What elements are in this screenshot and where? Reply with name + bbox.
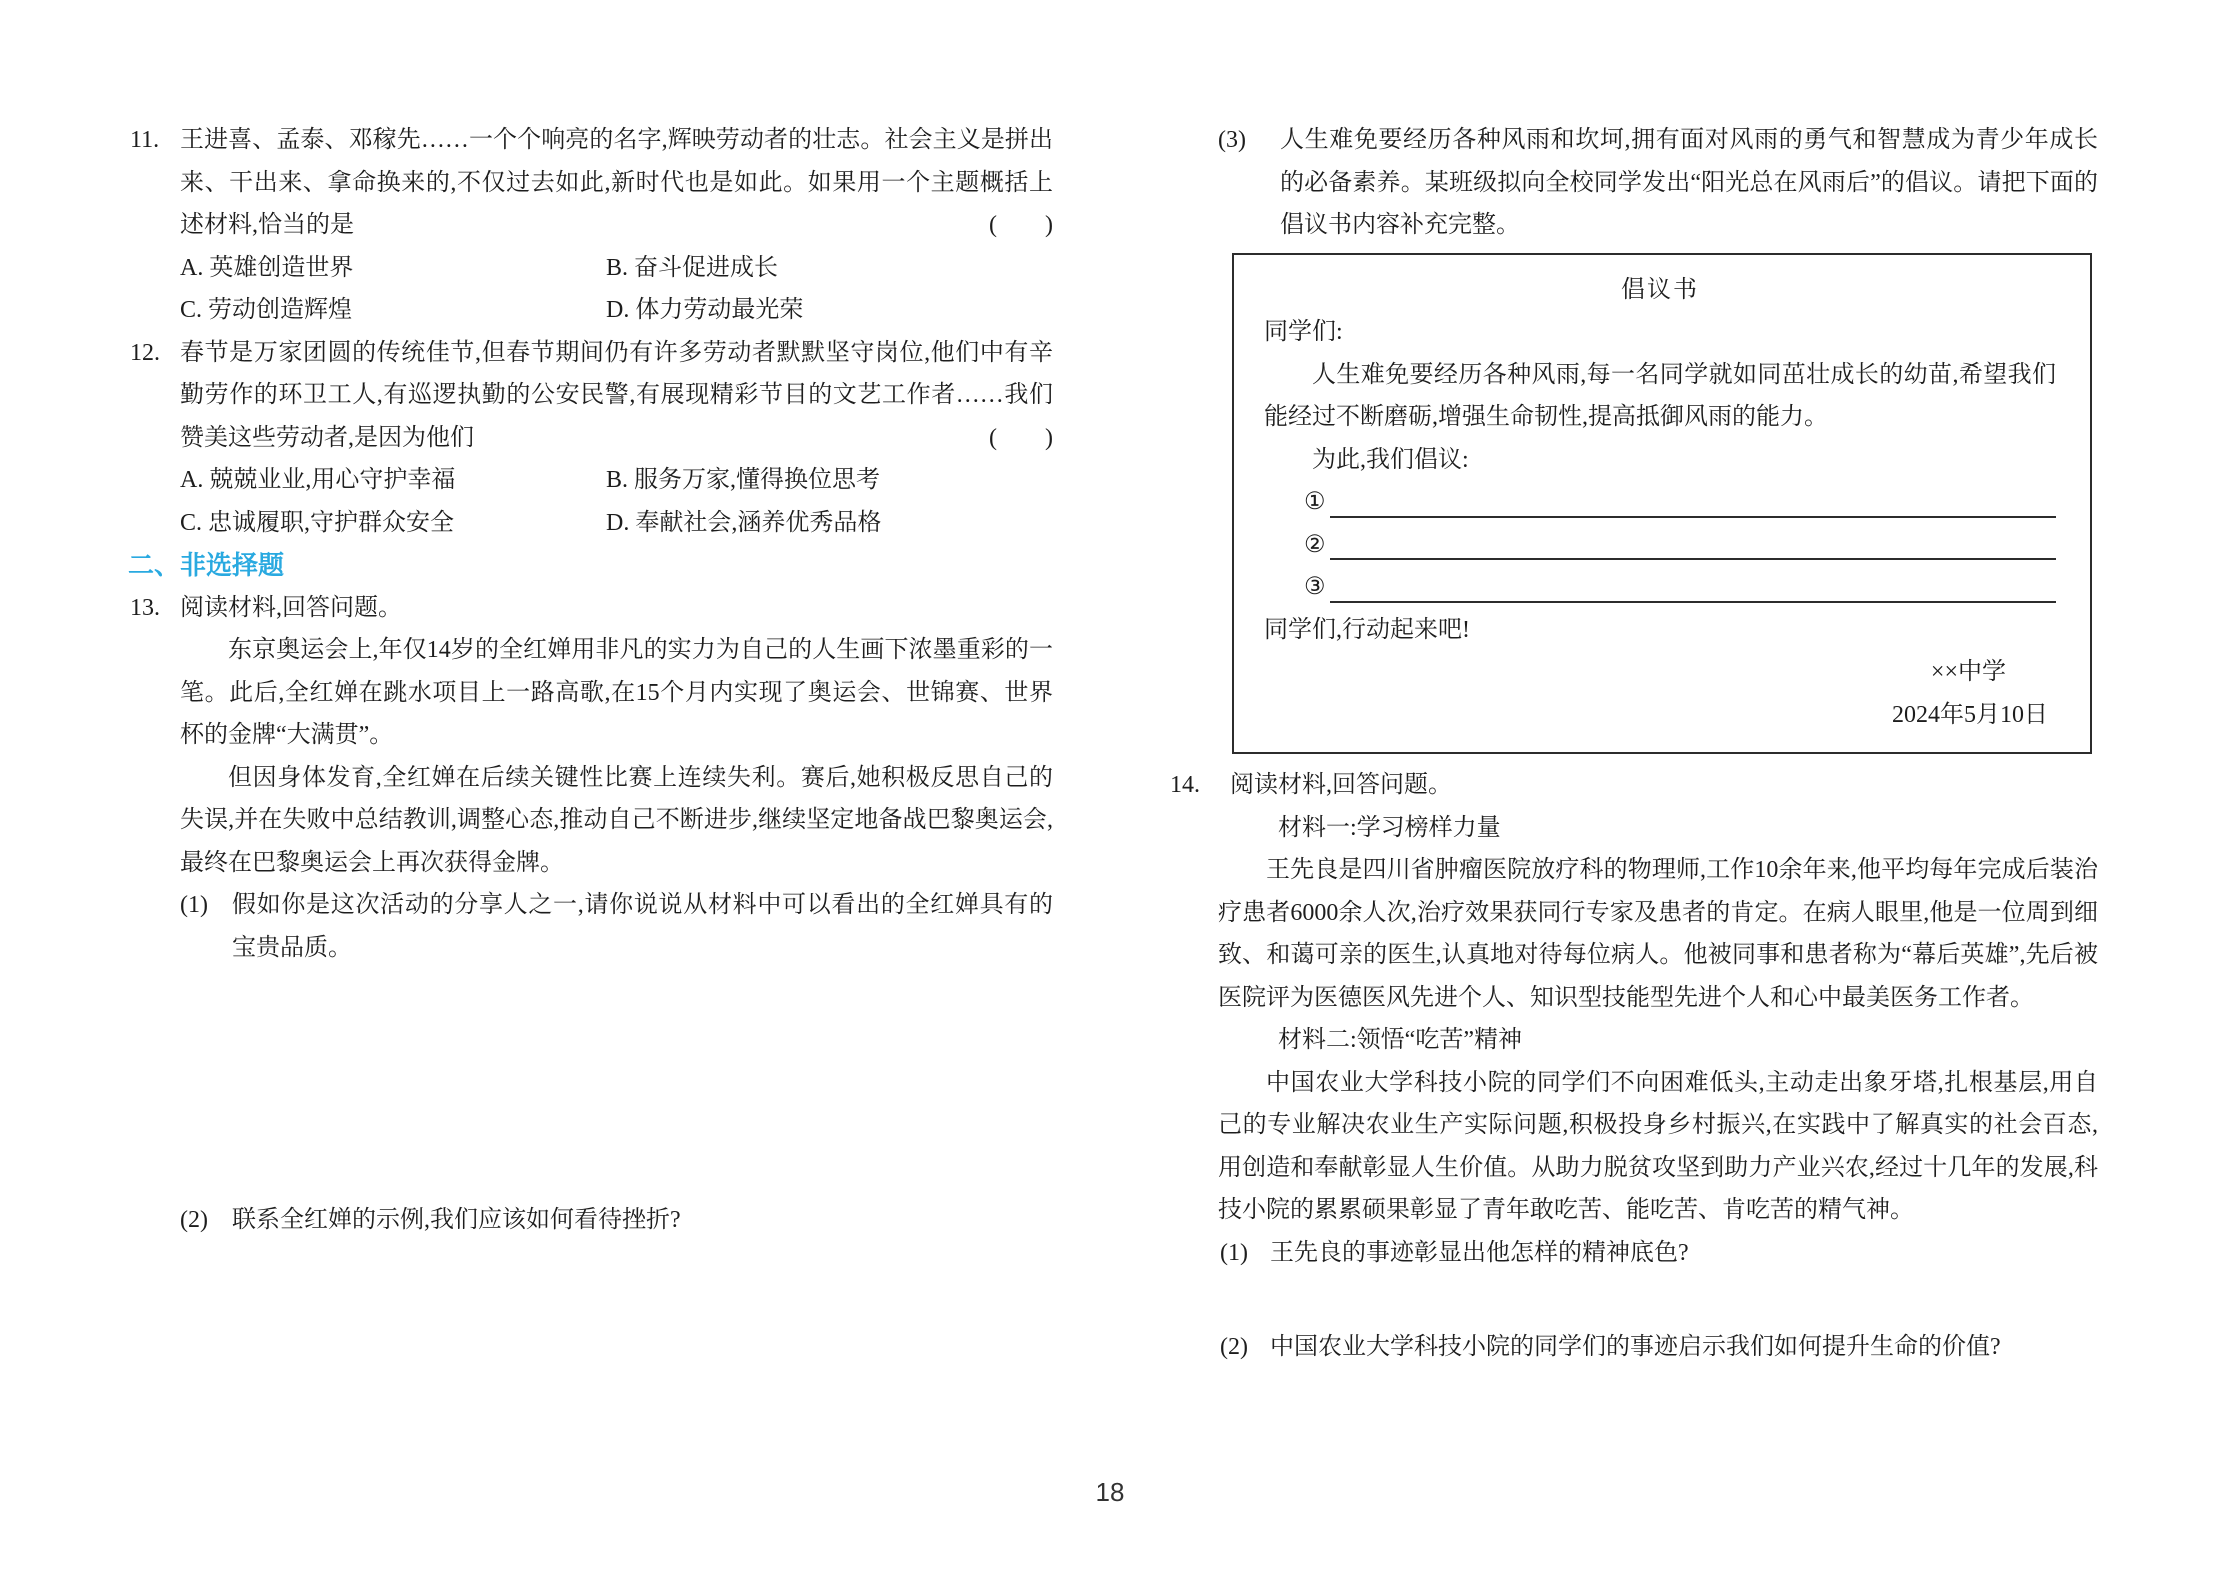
subquestion-2-number: (2) (1220, 1334, 1248, 1360)
answer-line-1 (1330, 516, 2056, 518)
question-13-material-paragraph-1: 东京奥运会上,年仅14岁的全红婵用非凡的实力为自己的人生画下浓墨重彩的一笔。此后,全红婵在跳水项目上一路高歌,在15个月内实现了奥运会、世锦赛、世界杯的金牌“大满贯”。 (180, 637, 1053, 748)
proposal-signer: ××中学 (1930, 659, 2006, 685)
proposal-blank-3 (1264, 566, 2056, 609)
question-12-option-d: D. 奉献社会,涵养优秀品格 (606, 509, 882, 536)
question-14-subquestion-1 (1220, 1232, 2098, 1275)
material-2-heading: 材料二:领悟“吃苦”精神 (1278, 1027, 1522, 1053)
proposal-closing: 同学们,行动起来吧! (1264, 616, 1470, 643)
proposal-salutation: 同学们: (1264, 319, 1343, 345)
question-14-subquestion-2 (1220, 1326, 2098, 1369)
question-13-number: 13. (130, 594, 160, 621)
question-13-subquestion-2 (180, 1199, 1053, 1242)
question-13-material-paragraph-2: 但因身体发育,全红婵在后续关键性比赛上连续失利。赛后,她积极反思自己的失误,并在失败中总结教训,调整心态,推动自己不断进步,继续坚定地备战巴黎奥运会,最终在巴黎奥运会上再次获得金牌。 (180, 764, 1053, 876)
question-13-subquestion-1 (180, 884, 1053, 969)
question-11-option-b: B. 奋斗促进成长 (606, 254, 779, 281)
proposal-blank-1 (1264, 481, 2056, 524)
circled-number-2: ② (1304, 531, 1326, 558)
answer-bracket-11: ( ) (989, 212, 1053, 238)
proposal-lead: 为此,我们倡议: (1312, 446, 1469, 473)
question-13-subquestion-3 (1218, 119, 2098, 247)
circled-number-1: ① (1304, 489, 1326, 515)
answer-bracket-12: ( ) (989, 424, 1053, 451)
right-column (1168, 0, 2098, 1369)
left-column (128, 0, 1053, 1242)
question-12-option-b: B. 服务万家,懂得换位思考 (606, 467, 881, 493)
proposal-letter-box (1232, 253, 2092, 755)
question-11 (128, 119, 1053, 332)
subquestion-3-number: (3) (1218, 127, 1246, 153)
question-11-option-a: A. 英雄创造世界 (180, 254, 354, 281)
material-1-heading: 材料一:学习榜样力量 (1278, 814, 1501, 841)
subquestion-1-number: (1) (1220, 1239, 1248, 1266)
proposal-blank-2 (1264, 524, 2056, 567)
question-12 (128, 332, 1053, 545)
material-2-paragraph: 中国农业大学科技小院的同学们不向困难低头,主动走出象牙塔,扎根基层,用自己的专业解决农业生产实际问题,积极投身乡村振兴,在实践中了解真实的社会百态,用创造和奉献彰显人生价值。从助力脱贫攻坚到助力产业兴农,经过十几年的发展,科技小院的累累硕果彰显了青年敢吃苦、能吃苦、肯吃苦的精气神。 (1218, 1069, 2098, 1223)
proposal-body: 人生难免要经历各种风雨,每一名同学就如同茁壮成长的幼苗,希望我们能经过不断磨砺,增强生命韧性,提高抵御风雨的能力。 (1264, 361, 2056, 430)
question-14-intro: 阅读材料,回答问题。 (1230, 772, 1452, 798)
question-11-stem (180, 119, 1053, 247)
material-1-paragraph: 王先良是四川省肿瘤医院放疗科的物理师,工作10余年来,他平均每年完成后装治疗患者6000余人次,治疗效果获同行专家及患者的肯定。在病人眼里,他是一位周到细致、和蔼可亲的医生,认真地对待每位病人。他被同事和患者称为“幕后英雄”,先后被医院评为医德医风先进个人、知识型技能型先进个人和心中最美医务工作者。 (1218, 857, 2098, 1011)
question-12-stem (180, 332, 1053, 460)
circled-number-3: ③ (1304, 574, 1326, 600)
page-number: 18 (1095, 1477, 1125, 1507)
question-12-text: 春节是万家团圆的传统佳节,但春节期间仍有许多劳动者默默坚守岗位,他们中有辛勤劳作的环卫工人,有巡逻执勤的公安民警,有展现精彩节目的文艺工作者……我们赞美这些劳动者,是因为他们 (180, 339, 1053, 451)
question-13 (128, 587, 1053, 1242)
question-12-number: 12. (130, 339, 160, 366)
subquestion-3-text: 人生难免要经历各种风雨和坎坷,拥有面对风雨的勇气和智慧成为青少年成长的必备素养。某班级拟向全校同学发出“阳光总在风雨后”的倡议。请把下面的倡议书内容补充完整。 (1280, 127, 2098, 238)
question-11-option-c: C. 劳动创造辉煌 (180, 297, 353, 323)
question-12-option-c: C. 忠诚履职,守护群众安全 (180, 509, 455, 536)
question-13-intro: 阅读材料,回答问题。 (180, 594, 402, 621)
question-14-number: 14. (1170, 772, 1200, 798)
subquestion-2-number: (2) (180, 1207, 208, 1233)
question-11-options (180, 247, 1053, 332)
question-11-number: 11. (130, 127, 160, 153)
question-14 (1168, 764, 2098, 1369)
question-12-option-a: A. 兢兢业业,用心守护幸福 (180, 467, 456, 493)
proposal-date: 2024年5月10日 (1892, 701, 2048, 728)
question-12-options (180, 459, 1053, 544)
subquestion-1-number: (1) (180, 892, 208, 918)
answer-line-3 (1330, 601, 2056, 603)
subquestion-2-text: 中国农业大学科技小院的同学们的事迹启示我们如何提升生命的价值? (1270, 1334, 2001, 1360)
subquestion-1-text: 假如你是这次活动的分享人之一,请你说说从材料中可以看出的全红婵具有的宝贵品质。 (232, 892, 1053, 961)
subquestion-2-text: 联系全红婵的示例,我们应该如何看待挫折? (232, 1207, 681, 1233)
proposal-title: 倡议书 (1621, 276, 1699, 303)
question-11-option-d: D. 体力劳动最光荣 (606, 297, 804, 323)
question-11-text: 王进喜、孟泰、邓稼先……一个个响亮的名字,辉映劳动者的壮志。社会主义是拼出来、干出来、拿命换来的,不仅过去如此,新时代也是如此。如果用一个主题概括上述材料,恰当的是 (180, 127, 1053, 238)
answer-line-2 (1330, 558, 2056, 560)
section-2-heading: 二、非选择题 (128, 550, 285, 580)
subquestion-1-text: 王先良的事迹彰显出他怎样的精神底色? (1270, 1239, 1689, 1266)
